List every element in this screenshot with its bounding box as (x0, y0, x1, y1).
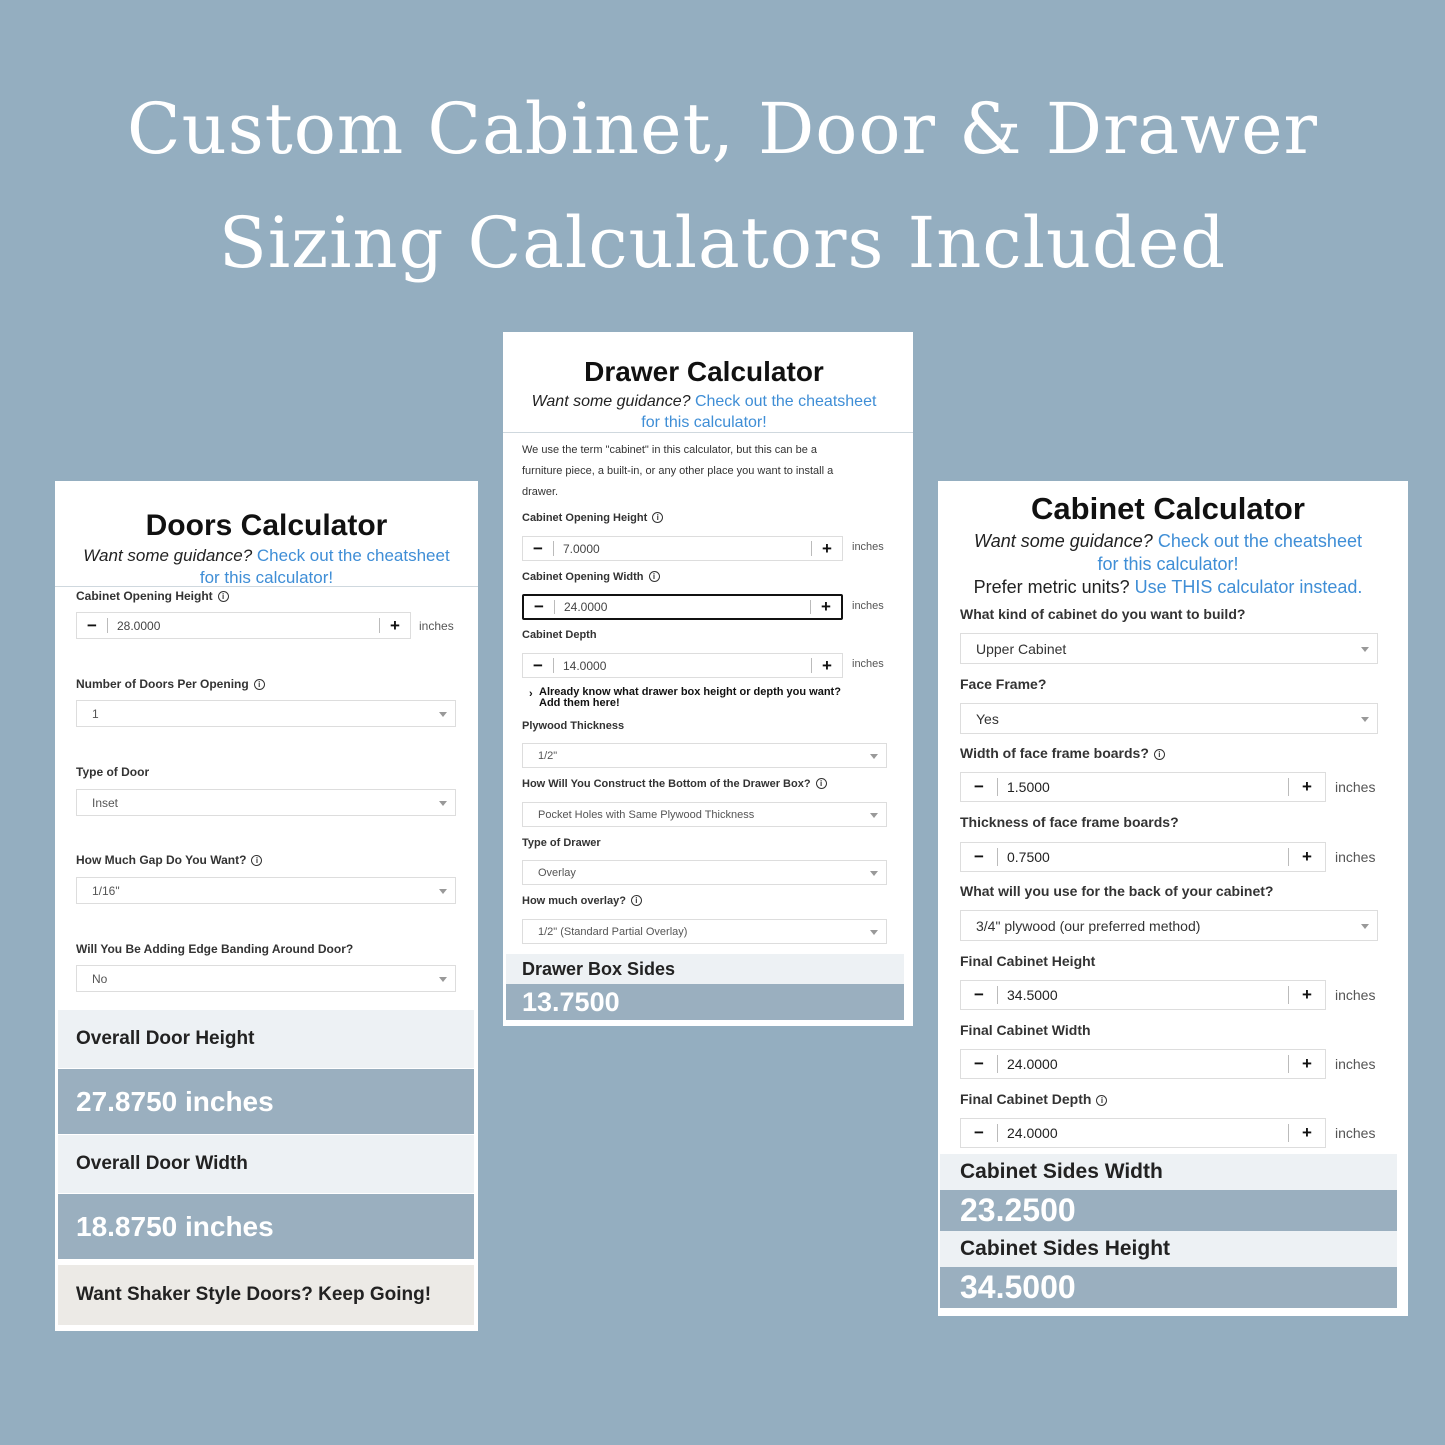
num-doors-label: Number of Doors Per Opening i (76, 677, 265, 691)
cheatsheet-link[interactable]: Check out the cheatsheet (694, 393, 877, 410)
increment-button[interactable]: + (1302, 1123, 1312, 1142)
unit-label: inches (852, 541, 884, 553)
decrement-button[interactable]: − (974, 1054, 984, 1073)
headline-line-1: Custom Cabinet, Door & Drawer (127, 88, 1318, 170)
door-height-result: 27.8750 inches (58, 1069, 474, 1134)
cheatsheet-link[interactable]: Check out the cheatsheet (1157, 531, 1362, 551)
gap-select[interactable]: 1/16" (76, 877, 456, 904)
edge-banding-select[interactable]: No (76, 965, 456, 992)
info-icon[interactable]: i (816, 778, 827, 789)
info-icon[interactable]: i (631, 895, 642, 906)
opening-height-input[interactable]: 7.0000 (553, 541, 812, 555)
door-height-label-band: Overall Door Height (58, 1010, 474, 1068)
doors-calculator-title: Doors Calculator (145, 509, 388, 542)
info-icon[interactable]: i (218, 591, 229, 602)
cabinet-kind-select[interactable]: Upper Cabinet (960, 633, 1378, 664)
chevron-down-icon (439, 889, 447, 894)
expander-text: Add them here! (539, 697, 620, 709)
overlay-select[interactable]: 1/2" (Standard Partial Overlay) (522, 919, 887, 944)
depth-input[interactable]: 14.0000 (553, 658, 812, 672)
opening-height-stepper[interactable] (76, 612, 411, 639)
decrement-button[interactable]: − (974, 985, 984, 1004)
chevron-down-icon (1361, 717, 1369, 722)
metric-calculator-link[interactable]: Use THIS calculator instead. (1134, 577, 1363, 597)
opening-width-label: Cabinet Opening Width i (522, 571, 660, 583)
chevron-down-icon (870, 754, 878, 759)
ff-width-stepper[interactable] (960, 772, 1326, 802)
headline-line-2: Sizing Calculators Included (218, 202, 1227, 284)
cabinet-width-label: Final Cabinet Width (960, 1022, 1091, 1038)
cheatsheet-link-cont[interactable]: for this calculator! (199, 568, 334, 587)
shaker-doors-link[interactable]: Want Shaker Style Doors? Keep Going! (58, 1265, 474, 1325)
expander-text: Already know what drawer box height or depth you want? (539, 686, 841, 698)
cabinet-back-select[interactable]: 3/4" plywood (our preferred method) (960, 910, 1378, 941)
sides-width-result: 23.2500 (940, 1190, 1397, 1231)
unit-label: inches (419, 619, 454, 633)
opening-height-stepper[interactable] (522, 536, 843, 561)
plywood-select[interactable]: 1/2" (522, 743, 887, 768)
cabinet-height-input[interactable]: 34.5000 (997, 986, 1289, 1003)
decrement-button[interactable]: − (974, 847, 984, 866)
depth-stepper[interactable] (522, 653, 843, 678)
intro-line: drawer. (522, 486, 559, 498)
increment-button[interactable]: + (822, 655, 832, 675)
edge-banding-label: Will You Be Adding Edge Banding Around Door? (76, 942, 354, 956)
cheatsheet-link[interactable]: Check out the cheatsheet (256, 546, 450, 565)
face-frame-select[interactable]: Yes (960, 703, 1378, 734)
door-type-select[interactable]: Inset (76, 789, 456, 816)
cabinet-height-label: Final Cabinet Height (960, 953, 1096, 969)
cabinet-width-input[interactable]: 24.0000 (997, 1055, 1289, 1072)
drawer-box-expander[interactable] (529, 687, 841, 709)
num-doors-select[interactable]: 1 (76, 700, 456, 727)
cabinet-back-label: What will you use for the back of your cabinet? (960, 883, 1274, 899)
intro-line: furniture piece, a built-in, or any other place you want to install a (522, 465, 834, 477)
cabinet-guidance (938, 530, 1398, 576)
divider (503, 432, 913, 433)
info-icon[interactable]: i (254, 679, 265, 690)
drawer-calculator-card (503, 332, 913, 1026)
unit-label: inches (1335, 1125, 1376, 1141)
decrement-button[interactable]: − (534, 597, 544, 616)
unit-label: inches (852, 600, 884, 612)
drawer-type-select[interactable]: Overlay (522, 860, 887, 885)
opening-height-input[interactable]: 28.0000 (107, 618, 380, 634)
increment-button[interactable]: + (390, 615, 400, 635)
door-width-result: 18.8750 inches (58, 1194, 474, 1259)
sides-height-label-band: Cabinet Sides Height (940, 1231, 1397, 1267)
bottom-construction-select[interactable]: Pocket Holes with Same Plywood Thickness (522, 802, 887, 827)
overlay-label: How much overlay? i (522, 895, 642, 907)
chevron-right-icon: › (529, 688, 533, 700)
info-icon[interactable]: i (1154, 749, 1165, 760)
unit-label: inches (1335, 987, 1376, 1003)
info-icon[interactable]: i (649, 571, 660, 582)
cabinet-calculator-card (938, 481, 1408, 1316)
decrement-button[interactable]: − (974, 1123, 984, 1142)
increment-button[interactable]: + (1302, 847, 1312, 866)
ff-width-input[interactable]: 1.5000 (997, 778, 1289, 795)
guidance-prefix: Want some guidance? (83, 546, 253, 565)
drawer-guidance (503, 391, 905, 433)
decrement-button[interactable]: − (533, 538, 543, 558)
bottom-construction-label: How Will You Construct the Bottom of the Drawer Box? i (522, 778, 827, 790)
drawer-result-label-band: Drawer Box Sides (506, 954, 904, 984)
doors-calculator-card (55, 481, 478, 1331)
chevron-down-icon (1361, 924, 1369, 929)
gap-label: How Much Gap Do You Want? i (76, 853, 262, 867)
chevron-down-icon (1361, 647, 1369, 652)
plywood-label: Plywood Thickness (522, 720, 625, 732)
chevron-down-icon (870, 813, 878, 818)
metric-prefix: Prefer metric units? (973, 577, 1130, 597)
opening-width-stepper[interactable] (522, 594, 843, 620)
unit-label: inches (852, 658, 884, 670)
drawer-type-label: Type of Drawer (522, 837, 601, 849)
depth-label: Cabinet Depth (522, 629, 597, 641)
metric-note (938, 577, 1398, 598)
guidance-prefix: Want some guidance? (974, 531, 1153, 551)
drawer-calculator-title: Drawer Calculator (584, 356, 824, 387)
unit-label: inches (1335, 849, 1376, 865)
drawer-intro (522, 440, 892, 503)
chevron-down-icon (870, 871, 878, 876)
cabinet-depth-stepper[interactable] (960, 1118, 1326, 1148)
cabinet-kind-label: What kind of cabinet do you want to build? (960, 606, 1246, 622)
cabinet-width-stepper[interactable] (960, 1049, 1326, 1079)
increment-button[interactable]: + (1302, 985, 1312, 1004)
unit-label: inches (1335, 779, 1376, 795)
cabinet-calculator-title: Cabinet Calculator (1031, 491, 1305, 526)
cabinet-depth-input[interactable]: 24.0000 (997, 1124, 1289, 1141)
cheatsheet-link-cont[interactable]: for this calculator! (641, 414, 767, 431)
cabinet-height-stepper[interactable] (960, 980, 1326, 1010)
door-width-label-band: Overall Door Width (58, 1135, 474, 1193)
doors-guidance (55, 545, 478, 589)
increment-button[interactable]: + (1302, 1054, 1312, 1073)
chevron-down-icon (439, 801, 447, 806)
ff-width-label: Width of face frame boards? i (960, 745, 1165, 761)
opening-height-label: Cabinet Opening Height i (76, 589, 229, 603)
opening-width-input[interactable]: 24.0000 (554, 600, 811, 614)
ff-thickness-stepper[interactable] (960, 842, 1326, 872)
info-icon[interactable]: i (652, 512, 663, 523)
decrement-button[interactable]: − (533, 655, 543, 675)
drawer-result-value: 13.7500 (506, 984, 904, 1020)
cabinet-depth-label: Final Cabinet Depth i (960, 1091, 1107, 1107)
ff-thickness-input[interactable]: 0.7500 (997, 848, 1289, 865)
info-icon[interactable]: i (1096, 1095, 1107, 1106)
sides-width-label-band: Cabinet Sides Width (940, 1154, 1397, 1190)
unit-label: inches (1335, 1056, 1376, 1072)
increment-button[interactable]: + (1302, 777, 1312, 796)
chevron-down-icon (439, 712, 447, 717)
face-frame-label: Face Frame? (960, 676, 1047, 692)
decrement-button[interactable]: − (87, 615, 97, 635)
info-icon[interactable]: i (251, 855, 262, 866)
door-type-label: Type of Door (76, 765, 150, 779)
increment-button[interactable]: + (821, 597, 831, 616)
chevron-down-icon (439, 977, 447, 982)
cheatsheet-link-cont[interactable]: for this calculator! (1097, 554, 1239, 574)
divider (55, 586, 478, 587)
sides-height-result: 34.5000 (940, 1267, 1397, 1308)
decrement-button[interactable]: − (974, 777, 984, 796)
increment-button[interactable]: + (822, 538, 832, 558)
chevron-down-icon (870, 930, 878, 935)
ff-thickness-label: Thickness of face frame boards? (960, 814, 1179, 830)
guidance-prefix: Want some guidance? (531, 393, 691, 410)
intro-line: We use the term "cabinet" in this calculator, but this can be a (522, 444, 817, 456)
opening-height-label: Cabinet Opening Height i (522, 512, 663, 524)
